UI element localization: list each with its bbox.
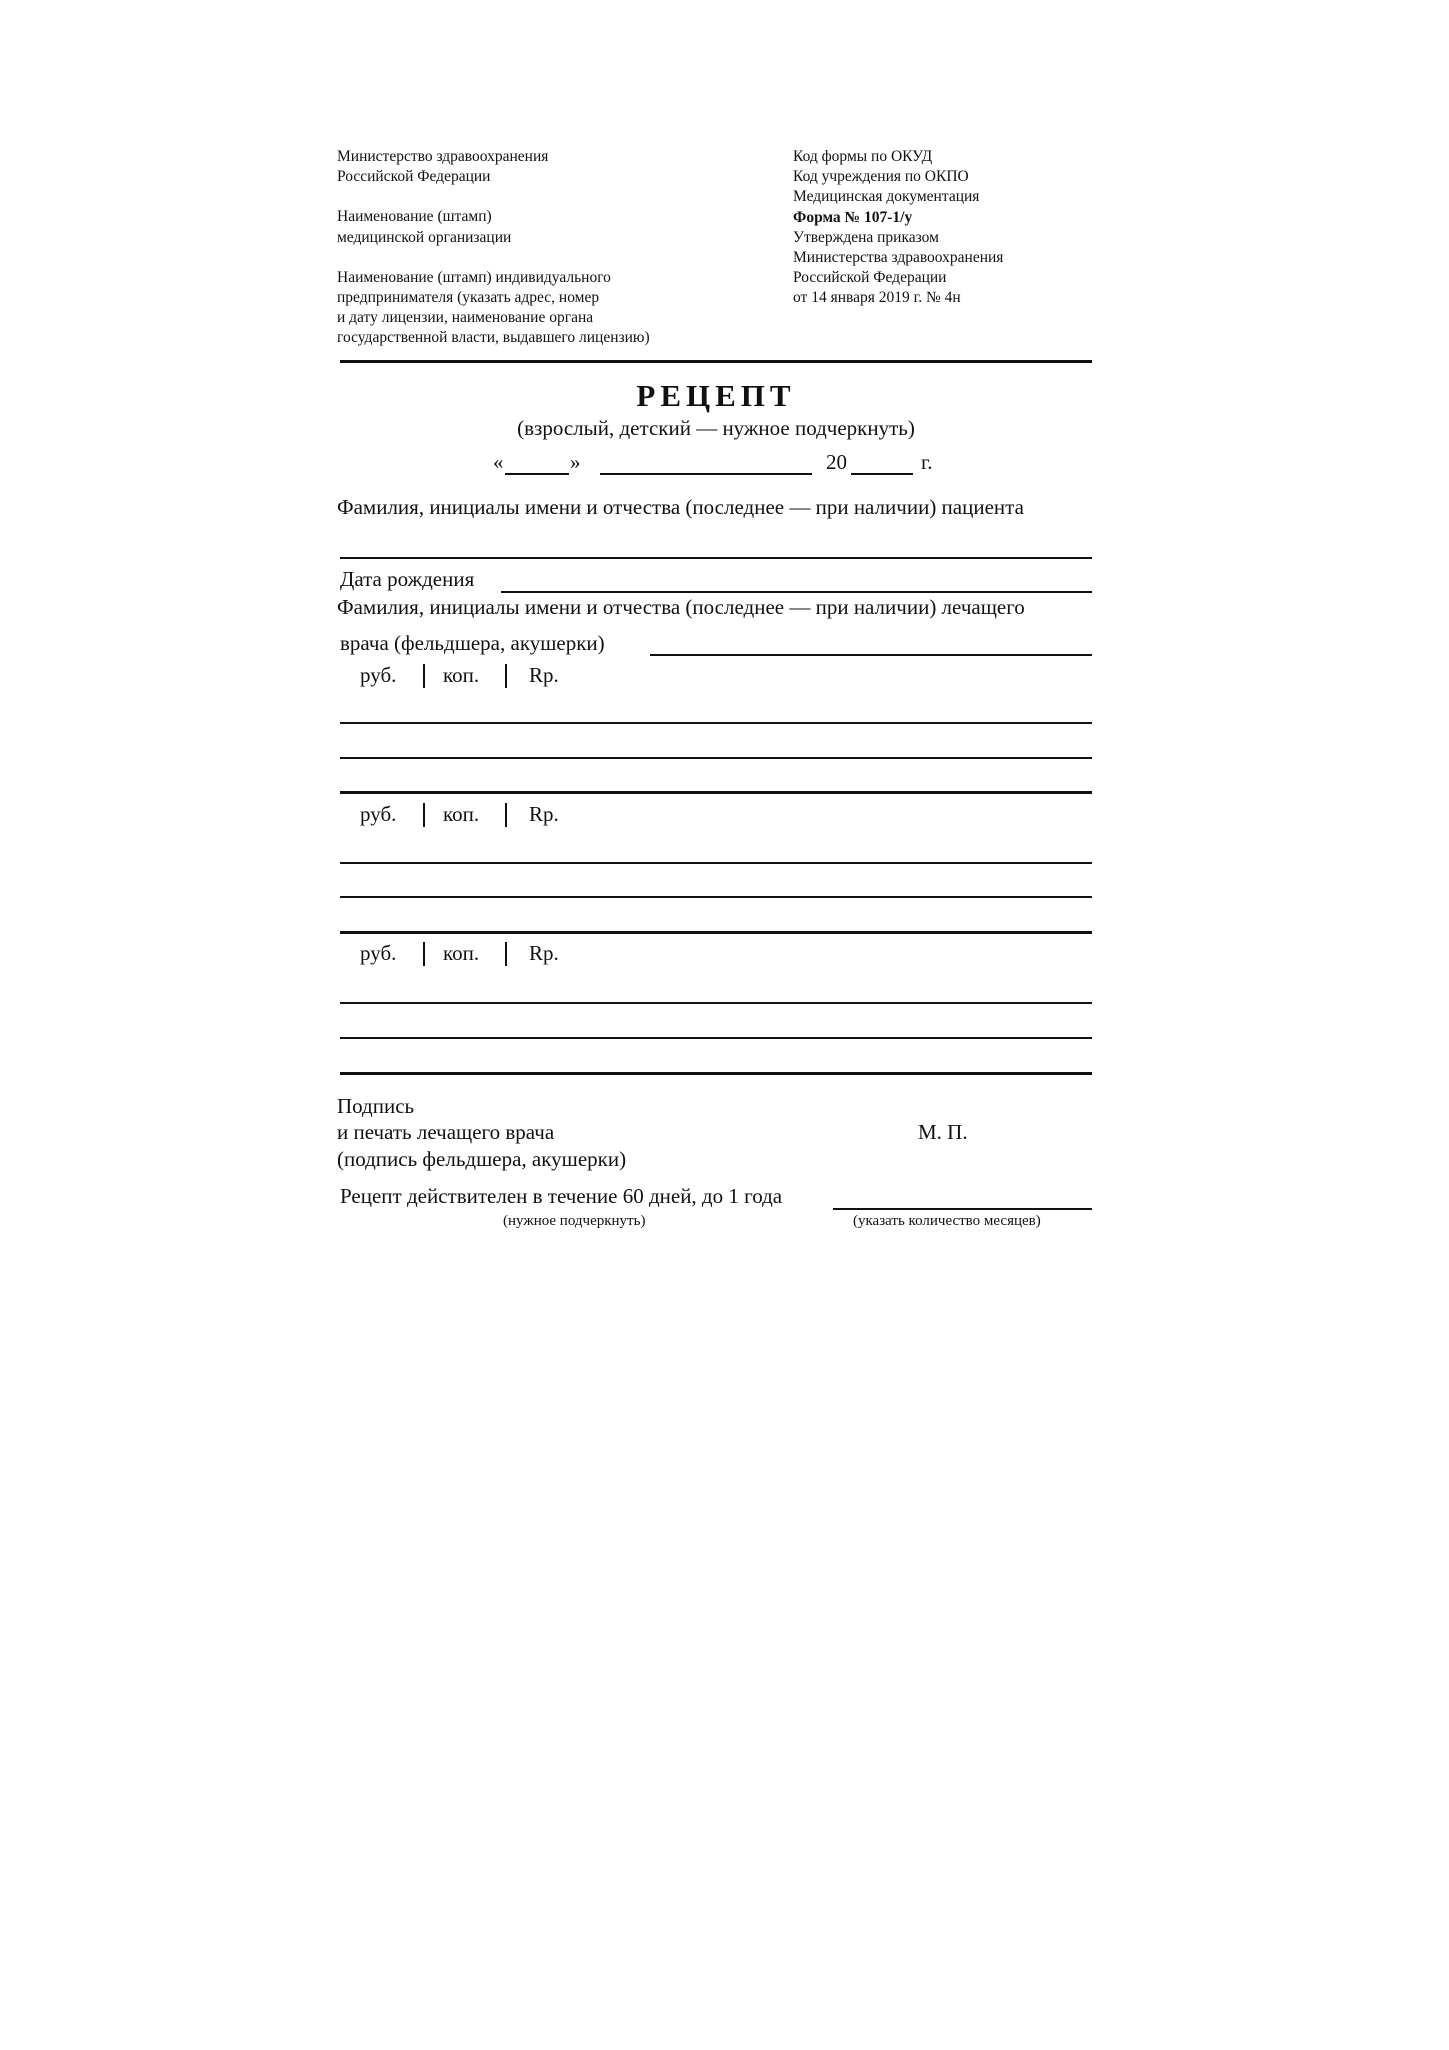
patient-name-field[interactable]	[340, 557, 1092, 559]
date-day-field[interactable]	[505, 473, 569, 475]
approved-label: Утверждена приказом	[793, 228, 939, 246]
form-title: РЕЦЕПТ	[636, 378, 796, 413]
date-year-prefix: 20	[826, 450, 847, 474]
ministry-line-1: Министерство здравоохранения	[337, 148, 549, 165]
ministry-line-2: Российской Федерации	[337, 168, 491, 186]
entrepreneur-line-1: Наименование (штамп) индивидуального	[337, 268, 611, 286]
rp-label: Rp.	[529, 941, 559, 965]
validity-text: Рецепт действителен в течение 60 дней, до 1 года	[340, 1184, 783, 1208]
organization-line-2: медицинской организации	[337, 228, 512, 246]
rub-label: руб.	[360, 802, 397, 826]
kop-divider	[505, 942, 507, 966]
rx-block-divider	[340, 791, 1092, 794]
signature-line-3: (подпись фельдшера, акушерки)	[337, 1147, 627, 1171]
stamp-place-label: М. П.	[918, 1120, 968, 1144]
approving-federation: Российской Федерации	[793, 269, 947, 287]
header-divider	[340, 360, 1092, 363]
approving-ministry: Министерства здравоохранения	[793, 248, 1004, 266]
approval-date: от 14 января 2019 г. № 4н	[793, 289, 961, 307]
kop-divider	[505, 664, 507, 688]
okpo-code-label: Код учреждения по ОКПО	[793, 168, 969, 186]
doctor-name-label-line-2: врача (фельдшера, акушерки)	[340, 631, 605, 655]
rub-divider	[423, 803, 425, 827]
med-doc-label: Медицинская документация	[793, 188, 980, 206]
rub-divider	[423, 664, 425, 688]
validity-months-hint: (указать количество месяцев)	[853, 1213, 1041, 1229]
date-open-quote: «	[493, 450, 504, 474]
entrepreneur-line-2: предпринимателя (указать адрес, номер	[337, 288, 600, 306]
rub-label: руб.	[360, 663, 397, 687]
kop-label: коп.	[443, 663, 480, 687]
signature-line-1: Подпись	[337, 1094, 415, 1118]
form-subtitle: (взрослый, детский — нужное подчеркнуть)	[517, 416, 915, 440]
rx-line-1[interactable]	[340, 1002, 1092, 1004]
rp-label: Rp.	[529, 663, 559, 687]
date-close-quote: »	[570, 450, 581, 474]
birth-date-field[interactable]	[501, 591, 1092, 593]
rx-block-divider	[340, 931, 1092, 934]
date-month-field[interactable]	[600, 473, 812, 475]
form-number: Форма № 107-1/у	[793, 208, 913, 226]
rx-block-divider	[340, 1072, 1092, 1075]
doctor-name-field[interactable]	[650, 654, 1092, 656]
rub-label: руб.	[360, 941, 397, 965]
header-right	[793, 147, 1003, 309]
kop-divider	[505, 803, 507, 827]
rx-line-2[interactable]	[340, 757, 1092, 759]
kop-label: коп.	[443, 802, 480, 826]
organization-line-1: Наименование (штамп)	[337, 208, 492, 226]
rx-line-1[interactable]	[340, 862, 1092, 864]
okud-code-label: Код формы по ОКУД	[793, 148, 933, 165]
date-year-suffix: г.	[921, 450, 933, 474]
birth-date-label: Дата рождения	[340, 567, 475, 591]
doctor-name-label-line-1: Фамилия, инициалы имени и отчества (последнее — при наличии) лечащего	[337, 595, 1025, 619]
validity-underline-hint: (нужное подчеркнуть)	[503, 1213, 646, 1229]
rp-label: Rp.	[529, 802, 559, 826]
patient-name-label: Фамилия, инициалы имени и отчества (последнее — при наличии) пациента	[337, 495, 1024, 519]
header-left	[337, 147, 650, 349]
validity-months-field[interactable]	[833, 1208, 1092, 1210]
entrepreneur-line-3: и дату лицензии, наименование органа	[337, 309, 594, 327]
entrepreneur-line-4: государственной власти, выдавшего лицензию)	[337, 329, 650, 347]
rx-line-1[interactable]	[340, 722, 1092, 724]
kop-label: коп.	[443, 941, 480, 965]
date-year-field[interactable]	[851, 473, 913, 475]
rx-line-2[interactable]	[340, 1037, 1092, 1039]
signature-line-2: и печать лечащего врача	[337, 1120, 555, 1144]
rx-line-2[interactable]	[340, 896, 1092, 898]
rub-divider	[423, 942, 425, 966]
